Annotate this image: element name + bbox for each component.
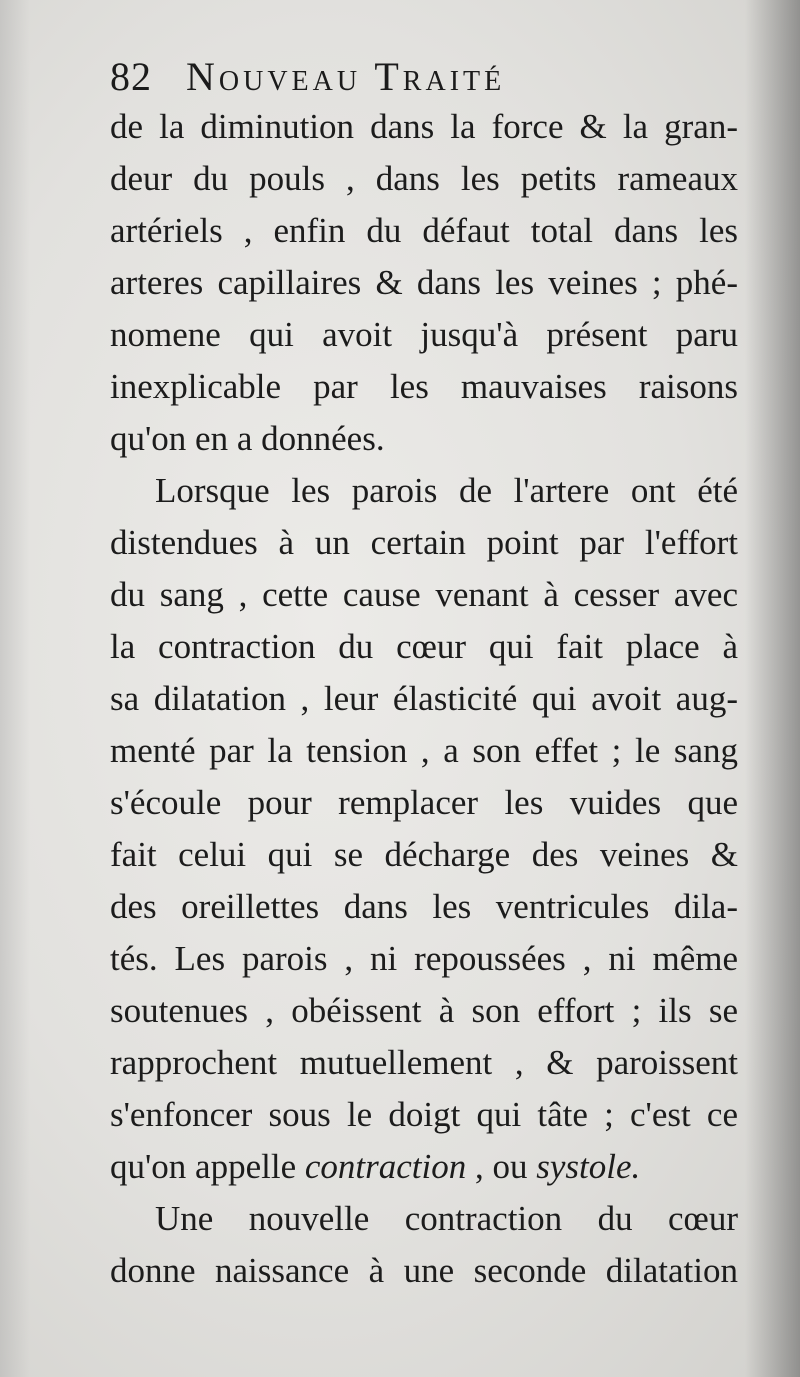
text-line: soutenues , obéissent à son effort ; ils se [110, 991, 738, 1030]
text-line: artériels , enfin du défaut total dans les [110, 211, 738, 250]
text-line: tés. Les parois , ni repoussées , ni même [110, 939, 738, 978]
italic-term-contraction: contraction [304, 1147, 467, 1186]
text-line: donne naissance à une seconde dilatation [110, 1251, 738, 1290]
text-line-with-terms [110, 1141, 738, 1193]
text-line: des oreillettes dans les ventricules dila- [110, 887, 738, 926]
text-line: s'écoule pour remplacer les vuides que [110, 783, 738, 822]
text-line: s'enfoncer sous le doigt qui tâte ; c'est ce [110, 1095, 738, 1134]
text-line: de la diminution dans la force & la gran- [110, 107, 738, 146]
page-gutter-shadow [745, 0, 800, 1377]
text-line: qu'on en a données. [110, 419, 385, 458]
text-line: la contraction du cœur qui fait place à [110, 627, 738, 666]
text-fragment: , ou [466, 1147, 537, 1186]
page-edge-shadow-left [0, 0, 30, 1377]
text-line: inexplicable par les mauvaises raisons [110, 367, 738, 406]
text-line: menté par la tension , a son effet ; le sang [110, 731, 738, 770]
running-title: Nouveau Traité [186, 54, 506, 99]
text-line: rapprochent mutuellement , & paroissent [110, 1043, 738, 1082]
text-line: nomene qui avoit jusqu'à présent paru [110, 315, 738, 354]
text-line: deur du pouls , dans les petits rameaux [110, 159, 738, 198]
page-number: 82 [110, 54, 152, 99]
paragraph-first-line: Lorsque les parois de l'artere ont été [155, 471, 738, 510]
text-line: arteres capillaires & dans les veines ; phé- [110, 263, 738, 302]
page-header [110, 52, 750, 102]
text-line: fait celui qui se décharge des veines & [110, 835, 738, 874]
text-line: sa dilatation , leur élasticité qui avoit aug- [110, 679, 738, 718]
italic-term-systole: systole. [536, 1147, 641, 1186]
paragraph-first-line: Une nouvelle contraction du cœur [155, 1199, 738, 1238]
text-line: distendues à un certain point par l'effort [110, 523, 738, 562]
text-line: du sang , cette cause venant à cesser avec [110, 575, 738, 614]
text-fragment: qu'on appelle [110, 1147, 305, 1186]
